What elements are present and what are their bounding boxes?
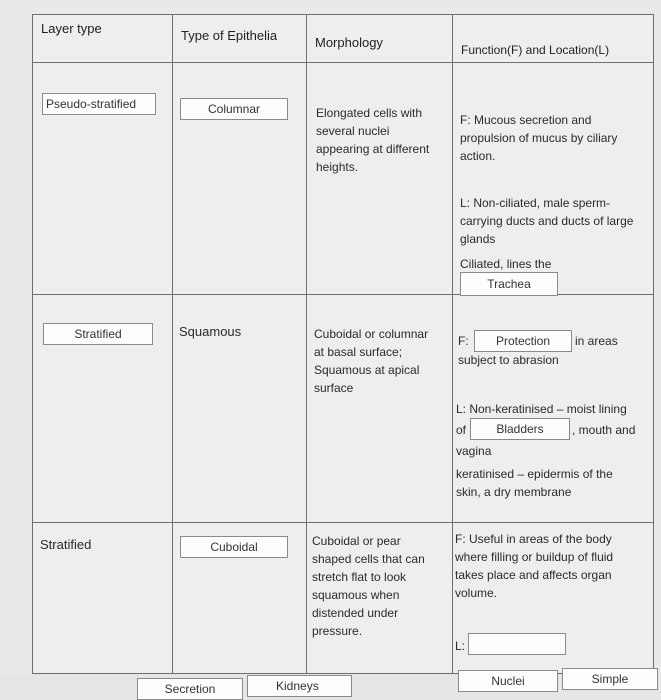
text-line: propulsion of mucus by ciliary bbox=[460, 131, 618, 145]
epithelia-table bbox=[32, 14, 654, 674]
column-divider bbox=[172, 14, 173, 674]
function-prefix: F: bbox=[458, 334, 469, 348]
text-line: F: Useful in areas of the body bbox=[455, 532, 612, 546]
text-line: Squamous at apical bbox=[314, 363, 420, 377]
function-text bbox=[460, 111, 617, 165]
text-line: takes place and affects organ bbox=[455, 568, 612, 582]
text-line: distended under bbox=[312, 606, 399, 620]
word-chip-kidneys[interactable]: Kidneys bbox=[247, 675, 352, 697]
header-type-of-epithelia: Type of Epithelia bbox=[181, 28, 278, 43]
function-text bbox=[455, 530, 613, 602]
text-line: action. bbox=[460, 149, 496, 163]
location-text: L: Non-keratinised – moist lining bbox=[456, 402, 627, 416]
header-function-location: Function(F) and Location(L) bbox=[461, 43, 610, 57]
table-border-left bbox=[32, 14, 33, 674]
text-line: appearing at different bbox=[316, 142, 430, 156]
text-line: glands bbox=[460, 232, 496, 246]
drop-zone-epithelia-type[interactable]: Cuboidal bbox=[180, 536, 288, 558]
text-line: skin, a dry membrane bbox=[456, 485, 572, 499]
text-line: Cuboidal or pear bbox=[312, 534, 401, 548]
word-chip-simple[interactable]: Simple bbox=[562, 668, 658, 690]
column-divider bbox=[452, 14, 453, 674]
text-line: Elongated cells with bbox=[316, 106, 423, 120]
ciliated-text: Ciliated, lines the bbox=[460, 257, 552, 271]
text-line: shaped cells that can bbox=[312, 552, 425, 566]
table-border-top bbox=[32, 14, 654, 15]
drop-zone-ciliated-location[interactable]: Trachea bbox=[460, 272, 558, 296]
table-border-right bbox=[653, 14, 654, 674]
morphology-text bbox=[312, 532, 425, 640]
morphology-text bbox=[316, 104, 429, 176]
row-divider bbox=[32, 62, 654, 63]
location-prefix: L: bbox=[455, 639, 466, 653]
epithelia-type-text: Squamous bbox=[179, 324, 242, 339]
row-divider bbox=[32, 294, 654, 295]
text-line: several nuclei bbox=[316, 124, 390, 138]
column-divider bbox=[306, 14, 307, 674]
row-divider bbox=[32, 522, 654, 523]
text-line: carrying ducts and ducts of large bbox=[460, 214, 634, 228]
function-text: subject to abrasion bbox=[458, 353, 559, 367]
word-chip-secretion[interactable]: Secretion bbox=[137, 678, 243, 700]
text-line: L: Non-ciliated, male sperm- bbox=[460, 196, 611, 210]
header-morphology: Morphology bbox=[315, 35, 383, 50]
text-line: heights. bbox=[316, 160, 359, 174]
keratinised-text bbox=[456, 465, 613, 501]
drop-zone-function[interactable]: Protection bbox=[474, 330, 572, 352]
text-line: stretch flat to look bbox=[312, 570, 407, 584]
location-suffix: , mouth and bbox=[572, 423, 636, 437]
drop-zone-epithelia-type[interactable]: Columnar bbox=[180, 98, 288, 120]
text-line: squamous when bbox=[312, 588, 400, 602]
drop-zone-layer-type[interactable]: Pseudo-stratified bbox=[42, 93, 156, 115]
drop-zone-location[interactable]: Bladders bbox=[470, 418, 570, 440]
morphology-text bbox=[314, 325, 428, 397]
header-layer-type: Layer type bbox=[41, 21, 102, 36]
location-vagina-text: vagina bbox=[456, 444, 492, 458]
location-of-text: of bbox=[456, 423, 467, 437]
text-line: keratinised – epidermis of the bbox=[456, 467, 613, 481]
text-line: Cuboidal or columnar bbox=[314, 327, 429, 341]
text-line: surface bbox=[314, 381, 354, 395]
function-suffix: in areas bbox=[575, 334, 618, 348]
word-chip-nuclei[interactable]: Nuclei bbox=[458, 670, 558, 692]
drop-zone-layer-type[interactable]: Stratified bbox=[43, 323, 153, 345]
layer-type-text: Stratified bbox=[40, 537, 92, 552]
text-line: F: Mucous secretion and bbox=[460, 113, 592, 127]
location-text bbox=[460, 194, 633, 248]
text-line: where filling or buildup of fluid bbox=[455, 550, 614, 564]
text-line: volume. bbox=[455, 586, 498, 600]
drop-zone-location[interactable] bbox=[468, 633, 566, 655]
text-line: pressure. bbox=[312, 624, 363, 638]
text-line: at basal surface; bbox=[314, 345, 403, 359]
